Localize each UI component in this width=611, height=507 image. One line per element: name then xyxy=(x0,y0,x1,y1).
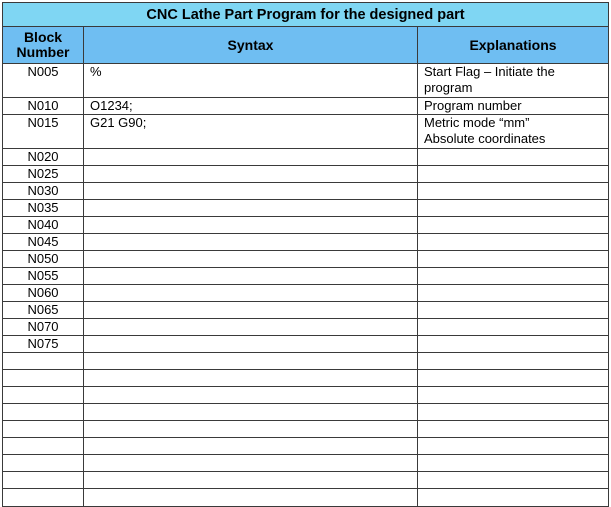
cell-syntax xyxy=(84,421,418,438)
cell-explanation xyxy=(418,353,609,370)
table-row xyxy=(3,421,609,438)
cell-syntax xyxy=(84,472,418,489)
cell-explanation xyxy=(418,268,609,285)
cell-block-number xyxy=(3,404,84,421)
table-row xyxy=(3,387,609,404)
table-row xyxy=(3,438,609,455)
cell-syntax xyxy=(84,149,418,166)
table-row xyxy=(3,455,609,472)
cell-syntax xyxy=(84,370,418,387)
cell-explanation xyxy=(418,421,609,438)
cell-explanation xyxy=(418,98,609,115)
explanation-line-2: Absolute coordinates xyxy=(424,131,546,146)
cell-explanation xyxy=(418,387,609,404)
table-row xyxy=(3,217,609,234)
explanation-line-1: Start Flag – Initiate the xyxy=(424,64,555,79)
cell-syntax xyxy=(84,319,418,336)
cell-explanation xyxy=(418,472,609,489)
cell-syntax xyxy=(84,336,418,353)
cell-explanation xyxy=(418,234,609,251)
cell-explanation xyxy=(418,183,609,200)
cell-explanation xyxy=(418,149,609,166)
table-row xyxy=(3,115,609,149)
cell-syntax: O1234; xyxy=(84,98,418,115)
cell-explanation xyxy=(418,251,609,268)
cell-block-number: N030 xyxy=(3,183,84,200)
cell-explanation xyxy=(418,438,609,455)
cell-explanation xyxy=(418,455,609,472)
explanation-line-1: Metric mode “mm” xyxy=(424,115,530,130)
table-row xyxy=(3,472,609,489)
table-row xyxy=(3,336,609,353)
cell-block-number: N020 xyxy=(3,149,84,166)
header-explanations: Explanations xyxy=(418,27,609,64)
cell-block-number xyxy=(3,353,84,370)
table-row xyxy=(3,166,609,183)
cell-block-number xyxy=(3,455,84,472)
cell-block-number: N015 xyxy=(3,115,84,149)
cell-syntax xyxy=(84,302,418,319)
cell-syntax xyxy=(84,489,418,507)
cell-block-number xyxy=(3,387,84,404)
table-row xyxy=(3,200,609,217)
cell-syntax xyxy=(84,183,418,200)
table-row xyxy=(3,98,609,115)
cell-block-number: N055 xyxy=(3,268,84,285)
cell-syntax xyxy=(84,234,418,251)
cell-block-number: N060 xyxy=(3,285,84,302)
cell-block-number xyxy=(3,421,84,438)
cell-explanation xyxy=(418,336,609,353)
cell-syntax xyxy=(84,268,418,285)
cell-syntax xyxy=(84,166,418,183)
cell-explanation xyxy=(418,370,609,387)
cell-block-number: N070 xyxy=(3,319,84,336)
table-row xyxy=(3,353,609,370)
table-row xyxy=(3,183,609,200)
cell-block-number xyxy=(3,370,84,387)
cell-block-number: N065 xyxy=(3,302,84,319)
table-row xyxy=(3,285,609,302)
header-syntax: Syntax xyxy=(84,27,418,64)
cell-explanation xyxy=(418,64,609,98)
cell-block-number: N040 xyxy=(3,217,84,234)
cell-block-number: N010 xyxy=(3,98,84,115)
table-row xyxy=(3,370,609,387)
cell-block-number xyxy=(3,472,84,489)
explanation-line-2: program xyxy=(424,80,473,95)
cell-explanation xyxy=(418,217,609,234)
table-row xyxy=(3,149,609,166)
cell-explanation xyxy=(418,166,609,183)
explanation-line-1: Program number xyxy=(424,98,522,113)
cell-syntax xyxy=(84,404,418,421)
table-row xyxy=(3,251,609,268)
table-row xyxy=(3,234,609,251)
cell-syntax xyxy=(84,353,418,370)
cell-syntax xyxy=(84,438,418,455)
cell-explanation xyxy=(418,302,609,319)
cell-block-number: N005 xyxy=(3,64,84,98)
cnc-program-table xyxy=(2,2,609,507)
cell-explanation xyxy=(418,115,609,149)
cell-syntax xyxy=(84,251,418,268)
cell-explanation xyxy=(418,200,609,217)
table-row xyxy=(3,64,609,98)
table-row xyxy=(3,268,609,285)
table-row xyxy=(3,319,609,336)
cell-block-number: N050 xyxy=(3,251,84,268)
header-block-number xyxy=(3,27,84,64)
cell-syntax xyxy=(84,387,418,404)
cell-block-number xyxy=(3,489,84,507)
cell-explanation xyxy=(418,319,609,336)
cell-syntax xyxy=(84,200,418,217)
cell-explanation xyxy=(418,285,609,302)
cell-block-number xyxy=(3,438,84,455)
table-title: CNC Lathe Part Program for the designed part xyxy=(3,3,609,27)
cell-syntax: G21 G90; xyxy=(84,115,418,149)
cell-syntax xyxy=(84,455,418,472)
cell-syntax: % xyxy=(84,64,418,98)
table-row xyxy=(3,404,609,421)
cell-block-number: N045 xyxy=(3,234,84,251)
cell-block-number: N075 xyxy=(3,336,84,353)
table-row xyxy=(3,489,609,507)
cell-block-number: N025 xyxy=(3,166,84,183)
cell-syntax xyxy=(84,217,418,234)
header-block-line2: Number xyxy=(16,44,70,60)
table-row xyxy=(3,302,609,319)
header-block-line1: Block xyxy=(23,29,63,45)
cell-explanation xyxy=(418,489,609,507)
cell-block-number: N035 xyxy=(3,200,84,217)
cell-explanation xyxy=(418,404,609,421)
cell-syntax xyxy=(84,285,418,302)
